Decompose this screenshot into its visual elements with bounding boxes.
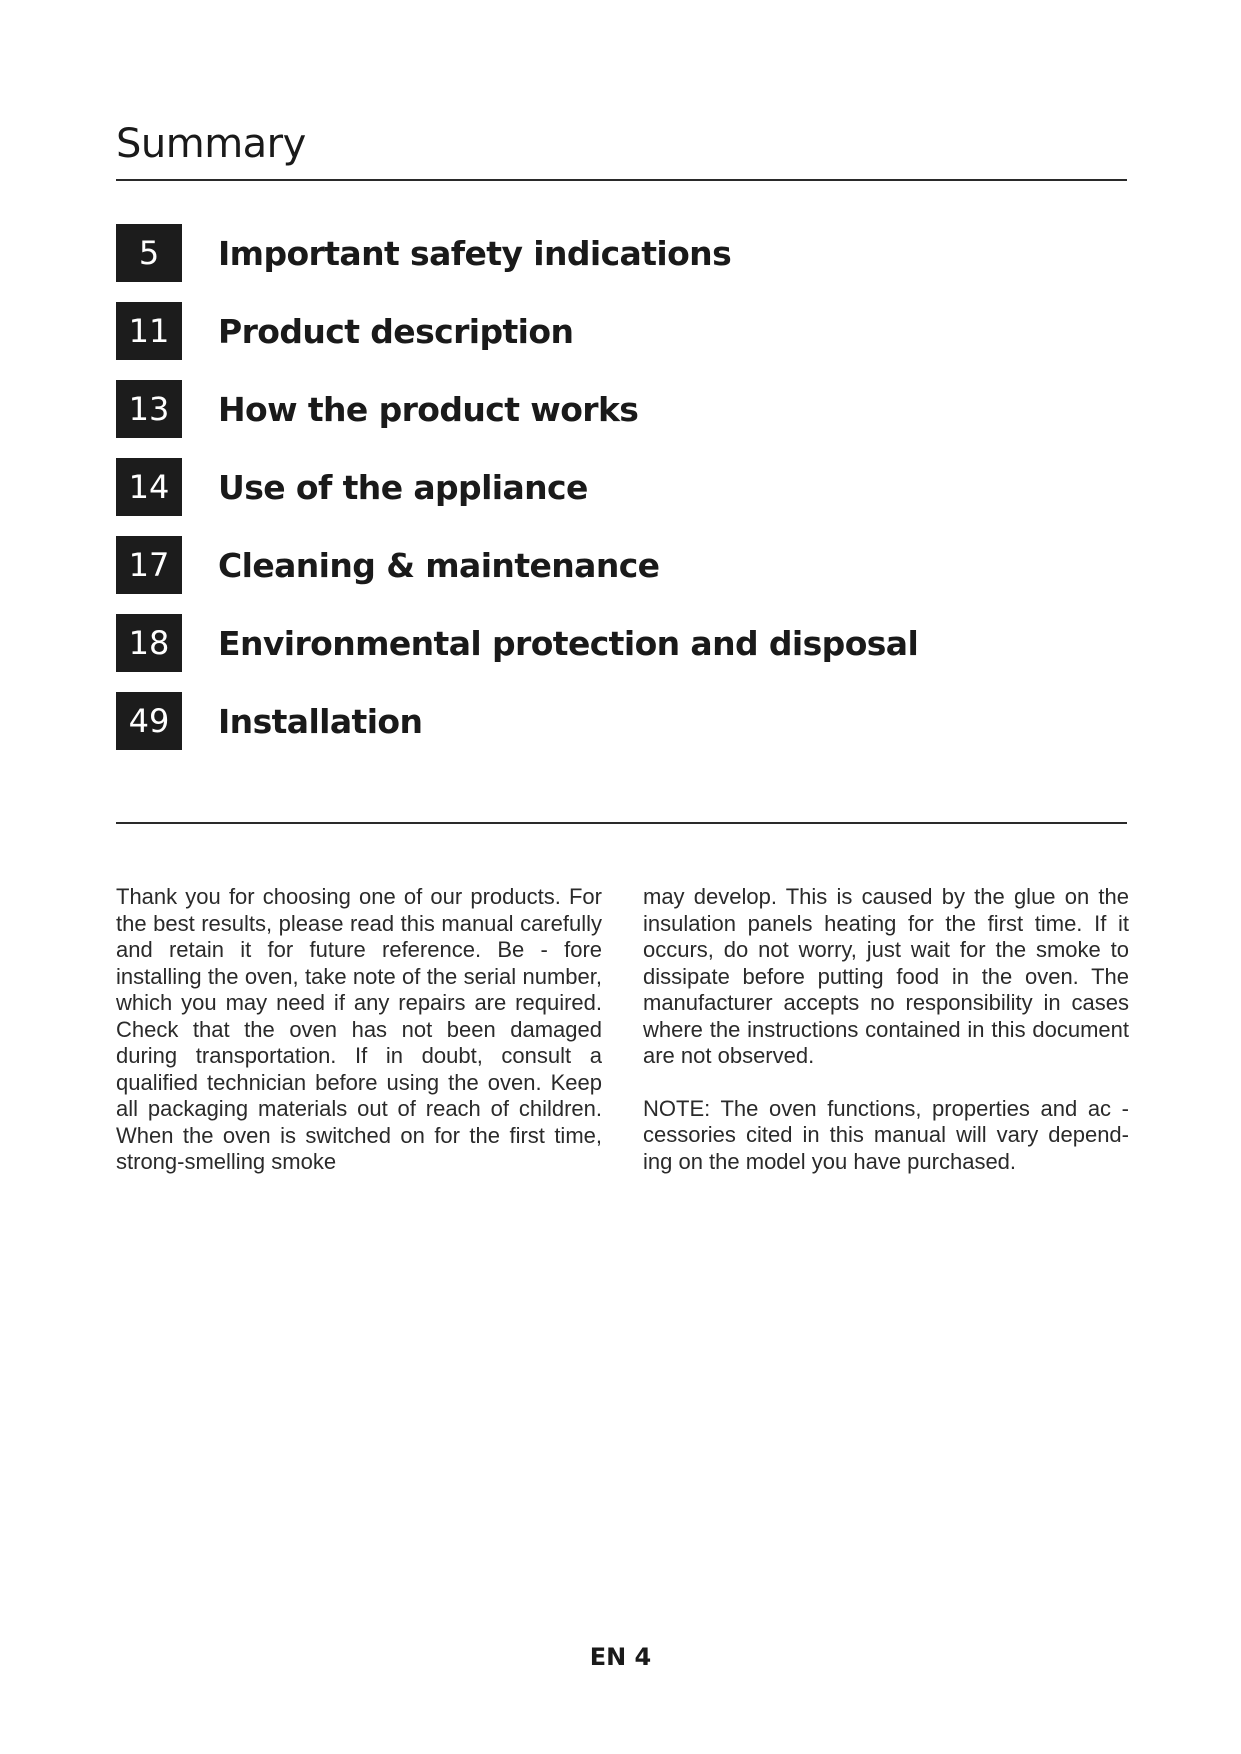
toc-item-how-it-works[interactable] (116, 380, 1127, 438)
intro-paragraph: Thank you for choosing one of our products. For the best results, please read this manual carefully and retain it for future reference. Be - fore installing the oven, take note of the serial number, which you may need if any repairs are required. Check that the oven has not been damaged during transportation. If in doubt, consult a qualified technician before using the oven. Keep all packaging materials out of reach of children. When the oven is switched on for the first time, strong-smelling smoke (116, 884, 602, 1174)
toc-item-label: Important safety indications (218, 233, 732, 273)
section-divider (116, 822, 1127, 824)
toc-item-label: Use of the appliance (218, 467, 588, 507)
toc-page-number: 13 (116, 380, 182, 438)
note-paragraph: NOTE: The oven functions, properties and ac - cessories cited in this manual will vary depend- ing on the model you have purchased. (643, 1095, 1129, 1174)
page-title: Summary (116, 121, 306, 167)
toc-item-safety[interactable] (116, 224, 1127, 282)
intro-paragraph: may develop. This is caused by the glue on the insulation panels heating for the first time. If it occurs, do not worry, just wait for the smoke to dissipate before putting food in the oven. The manufacturer accepts no responsibility in cases where the instructions contained in this document are not observed. (643, 884, 1129, 1068)
toc-item-cleaning[interactable] (116, 536, 1127, 594)
toc-item-product-description[interactable] (116, 302, 1127, 360)
toc-item-label: Cleaning & maintenance (218, 545, 660, 585)
toc-item-label: Installation (218, 701, 423, 741)
toc-item-label: How the product works (218, 389, 639, 429)
toc-page-number: 5 (116, 224, 182, 282)
toc-item-label: Environmental protection and disposal (218, 623, 919, 663)
intro-column-left (116, 884, 602, 1176)
page-number-footer: EN 4 (589, 1643, 652, 1671)
table-of-contents (116, 224, 1127, 770)
title-divider (116, 179, 1127, 181)
toc-page-number: 49 (116, 692, 182, 750)
toc-page-number: 11 (116, 302, 182, 360)
toc-page-number: 17 (116, 536, 182, 594)
intro-column-right (643, 884, 1129, 1175)
toc-item-environmental[interactable] (116, 614, 1127, 672)
toc-page-number: 14 (116, 458, 182, 516)
toc-page-number: 18 (116, 614, 182, 672)
toc-item-use-of-appliance[interactable] (116, 458, 1127, 516)
toc-item-label: Product description (218, 311, 574, 351)
toc-item-installation[interactable] (116, 692, 1127, 750)
